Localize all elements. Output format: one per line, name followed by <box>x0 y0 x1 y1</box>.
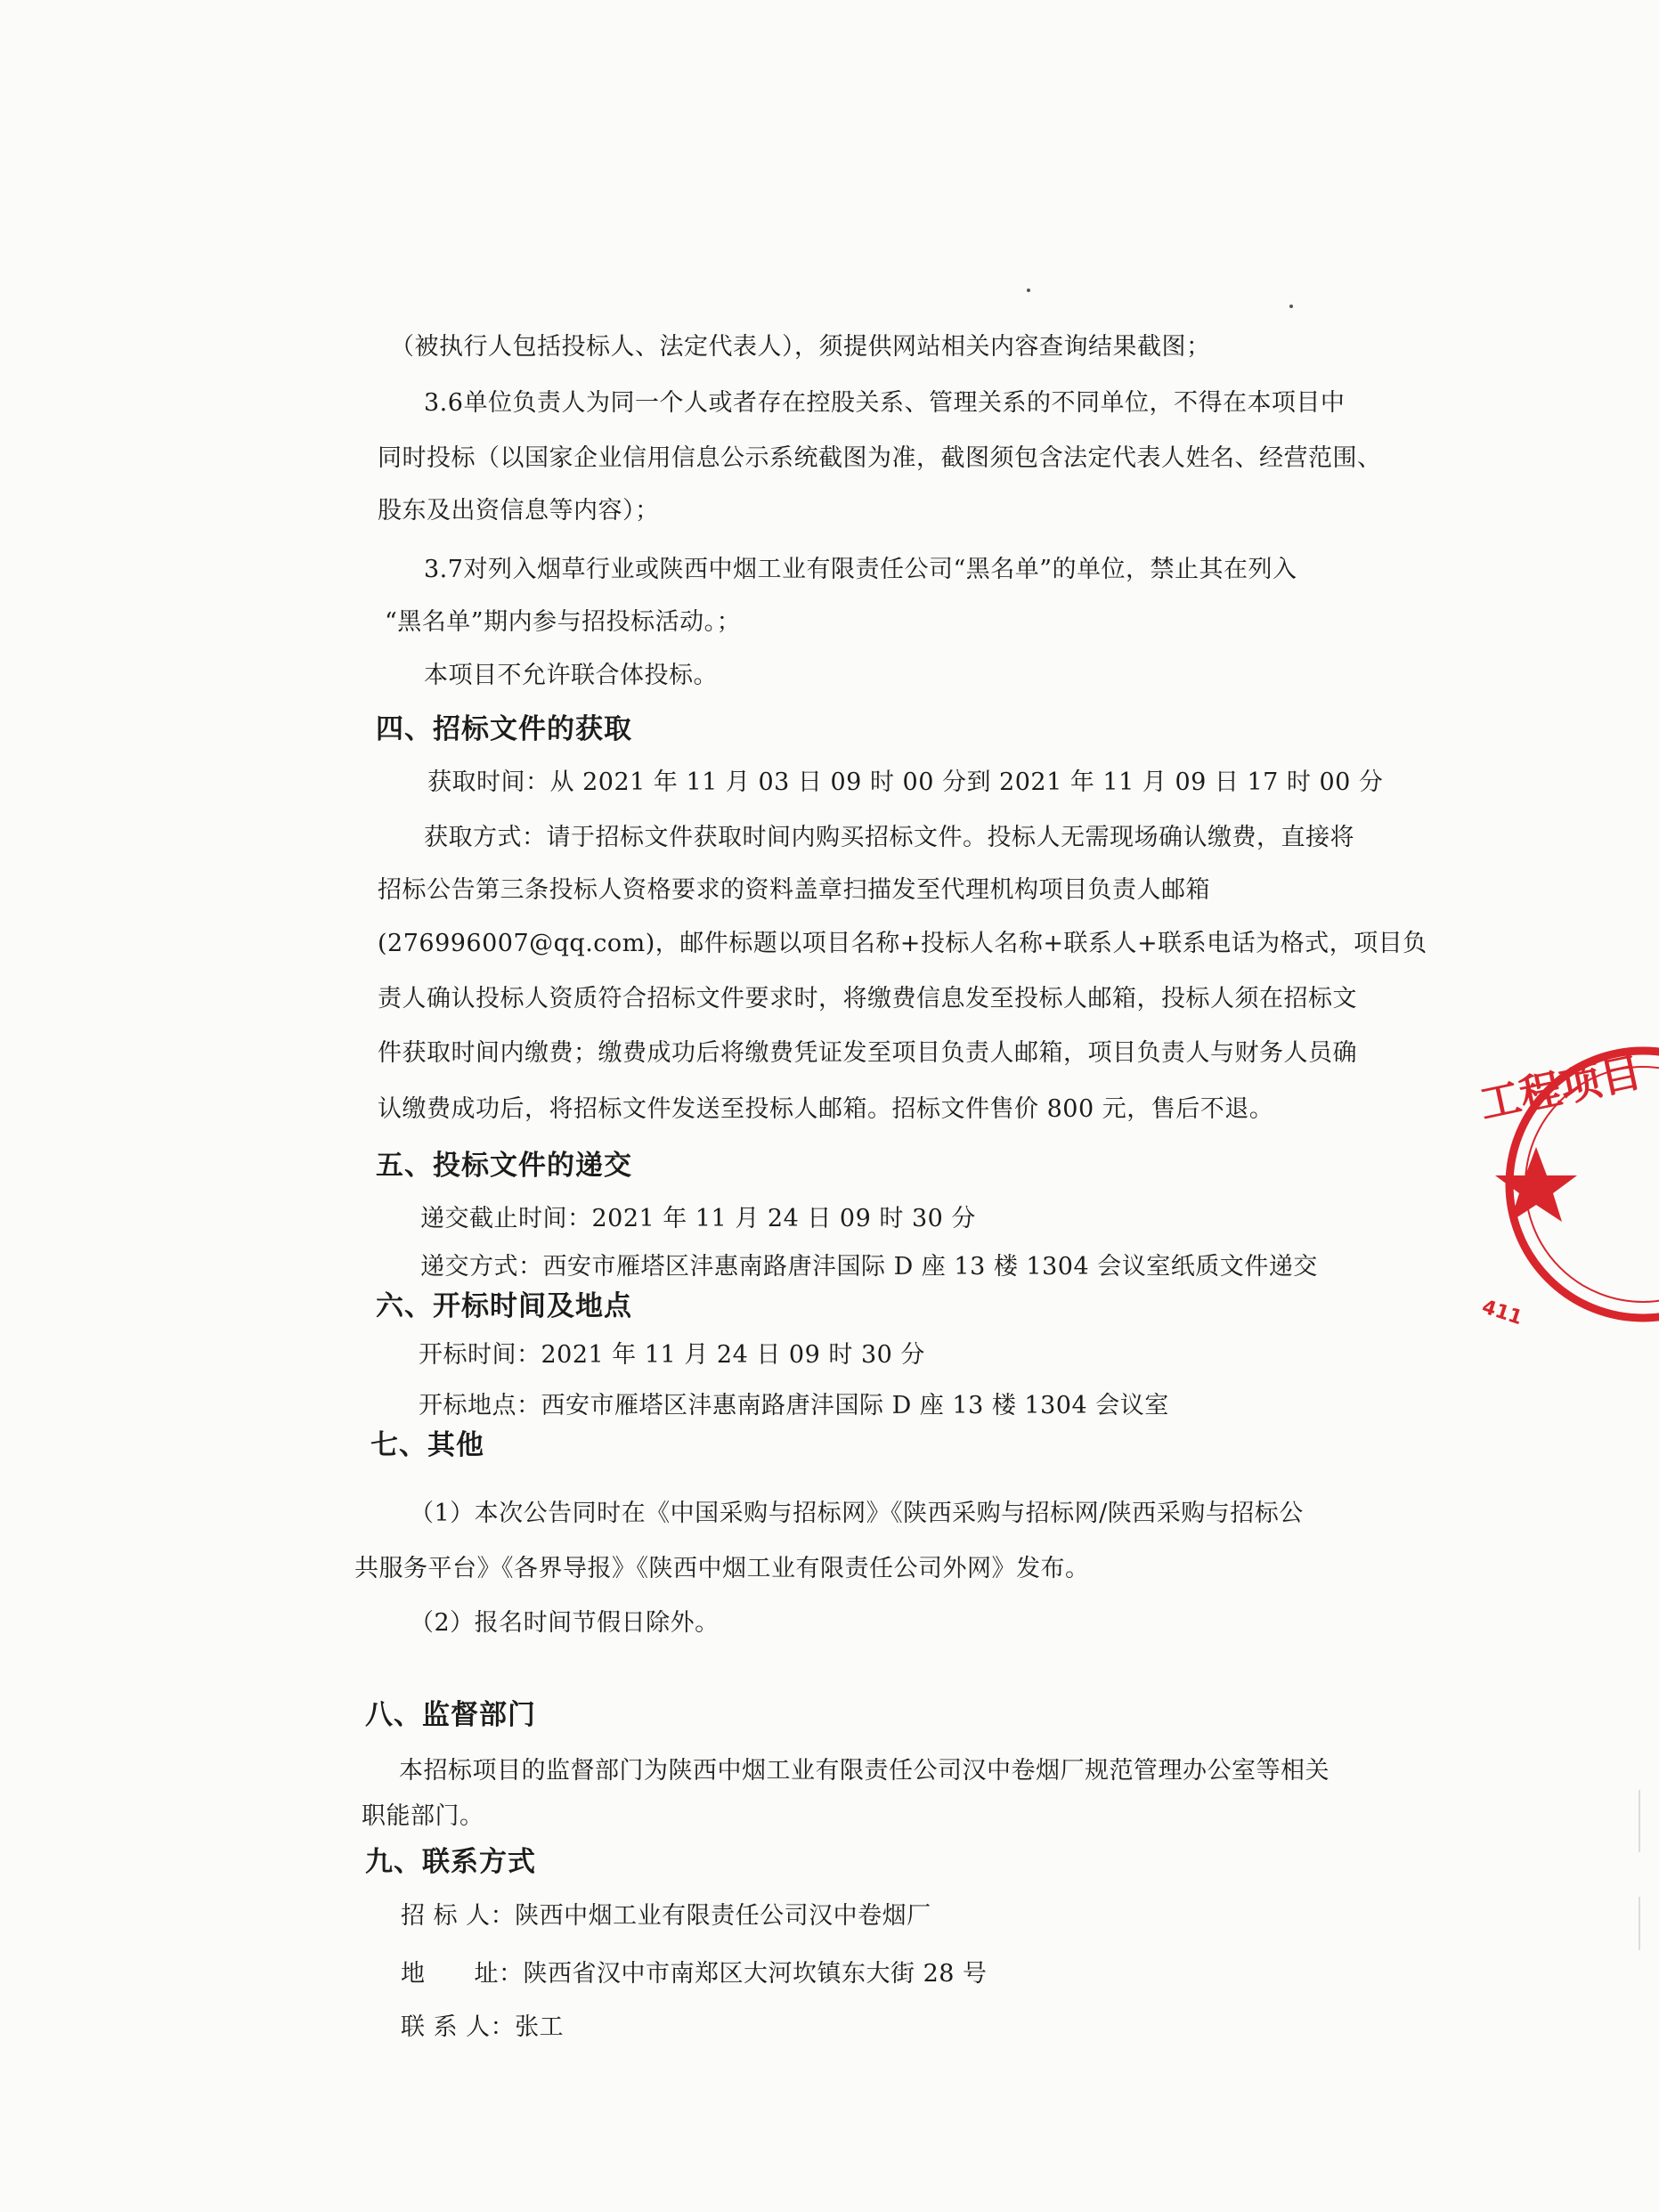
text-line: 递交截止时间：2021 年 11 月 24 日 09 时 30 分 <box>420 1205 976 1232</box>
text-line: 获取时间：从 2021 年 11 月 03 日 09 时 00 分到 2021 年 11 月 09 日 17 时 00 分 <box>427 769 1384 796</box>
section-heading: 四、招标文件的获取 <box>376 713 632 745</box>
text-line: 招标公告第三条投标人资格要求的资料盖章扫描发至代理机构项目负责人邮箱 <box>378 876 1210 904</box>
text-line: 职能部门。 <box>362 1802 484 1830</box>
official-seal <box>1474 1042 1647 1345</box>
text-line: 3.6单位负责人为同一个人或者存在控股关系、管理关系的不同单位，不得在本项目中 <box>424 389 1346 417</box>
text-line: 本招标项目的监督部门为陕西中烟工业有限责任公司汉中卷烟厂规范管理办公室等相关 <box>399 1757 1330 1785</box>
scan-mark <box>1639 1790 1640 1852</box>
text-line: (276996007@qq.com)，邮件标题以项目名称+投标人名称+联系人+联系电话为格式，项目负 <box>378 930 1427 957</box>
section-heading: 五、投标文件的递交 <box>376 1150 632 1182</box>
section-heading: 九、联系方式 <box>365 1846 536 1878</box>
text-line: 开标地点：西安市雁塔区沣惠南路唐沣国际 D 座 13 楼 1304 会议室 <box>419 1392 1169 1419</box>
scan-speck <box>1027 289 1030 292</box>
text-line: 联 系 人：张工 <box>401 2013 565 2041</box>
text-line: 3.7对列入烟草行业或陕西中烟工业有限责任公司“黑名单”的单位，禁止其在列入 <box>424 556 1297 583</box>
section-heading: 八、监督部门 <box>365 1699 536 1731</box>
text-line: 获取方式：请于招标文件获取时间内购买招标文件。投标人无需现场确认缴费，直接将 <box>424 824 1354 851</box>
text-line: 招 标 人：陕西中烟工业有限责任公司汉中卷烟厂 <box>401 1902 931 1930</box>
scan-mark <box>1639 1897 1640 1950</box>
text-line: （2）报名时间节假日除外。 <box>410 1609 720 1637</box>
section-heading: 六、开标时间及地点 <box>376 1290 632 1322</box>
text-line: （1）本次公告同时在《中国采购与招标网》《陕西采购与招标网/陕西采购与招标公 <box>410 1500 1304 1527</box>
text-line: 认缴费成功后，将招标文件发送至投标人邮箱。招标文件售价 800 元，售后不退。 <box>378 1095 1274 1123</box>
seal-top-text: 工程项目 <box>1475 1047 1647 1129</box>
text-line: 责人确认投标人资质符合招标文件要求时，将缴费信息发至投标人邮箱，投标人须在招标文 <box>378 985 1357 1012</box>
text-line: “黑名单”期内参与招投标活动。； <box>385 608 742 636</box>
text-line: （被执行人包括投标人、法定代表人），须提供网站相关内容查询结果截图； <box>390 333 1211 361</box>
text-line: 本项目不允许联合体投标。 <box>424 662 718 689</box>
text-line: 股东及出资信息等内容）； <box>378 497 660 525</box>
text-line: 开标时间：2021 年 11 月 24 日 09 时 30 分 <box>419 1341 925 1369</box>
text-line: 地 址：陕西省汉中市南郑区大河坎镇东大街 28 号 <box>401 1960 988 1988</box>
text-line: 同时投标（以国家企业信用信息公示系统截图为准，截图须包含法定代表人姓名、经营范围、 <box>378 444 1382 472</box>
seal-bottom-text: 411 <box>1479 1296 1525 1330</box>
text-line: 共服务平台》《各界导报》《陕西中烟工业有限责任公司外网》发布。 <box>354 1555 1090 1582</box>
text-line: 件获取时间内缴费；缴费成功后将缴费凭证发至项目负责人邮箱，项目负责人与财务人员确 <box>378 1039 1357 1067</box>
seal-icon <box>1474 1042 1647 1345</box>
scan-speck <box>1289 305 1293 308</box>
section-heading: 七、其他 <box>370 1429 484 1461</box>
text-line: 递交方式：西安市雁塔区沣惠南路唐沣国际 D 座 13 楼 1304 会议室纸质文件递交 <box>420 1253 1318 1281</box>
